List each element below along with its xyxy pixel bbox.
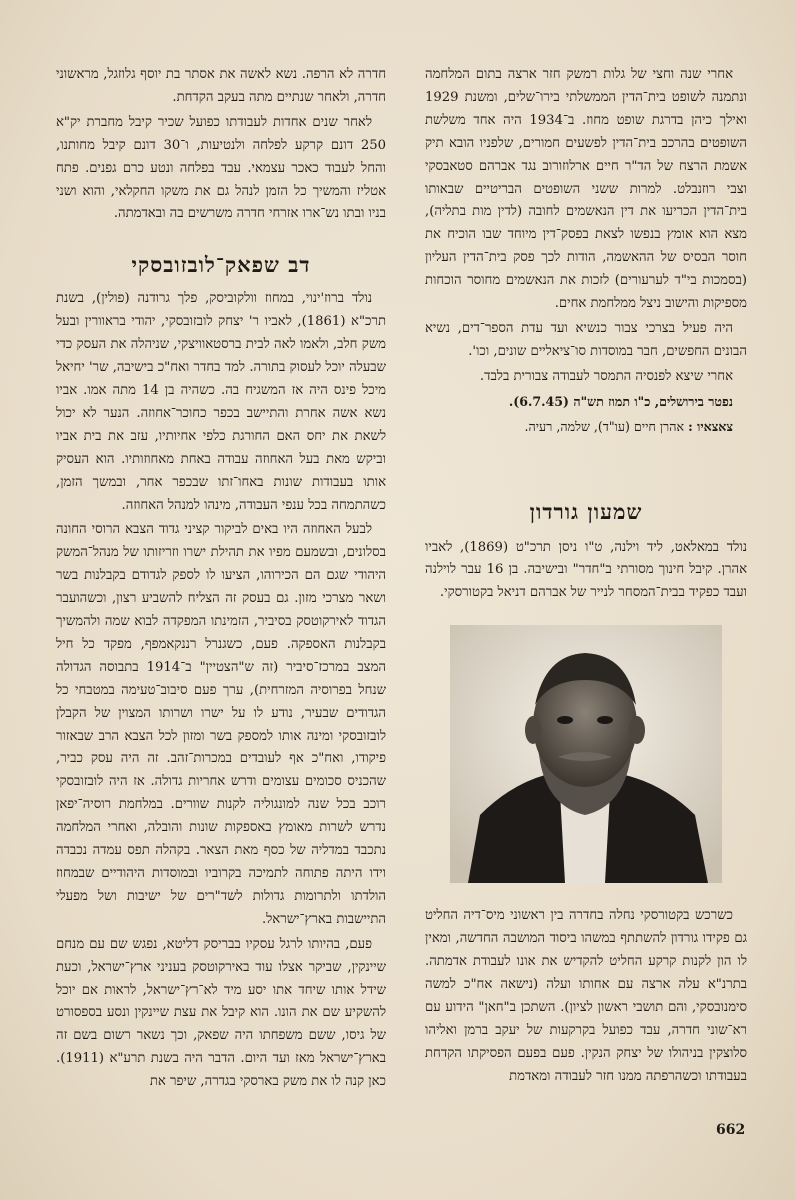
text-paragraph: לאחר שנים אחדות לעבודתו כפועל שכיר קיבל מחברת יק"א 250 דונם קרקע לפלחה ולנטיעות, ו־30 דונם קיבל מחותנו, והחל לעבוד כאכר עצמאי. עבד בפלחה ונטע כרם גפנים. פתח אטליז והמשיך כל הזמן לנהל גם את משקו החקלאי, והוא ושני בניו ובתו נש־ארו אזרחי חדרה משרשים בה ובאדמתה. [56, 114, 386, 222]
text-paragraph: אחרי שיצא לפנסיה התמסר לעבודה צבורית בלבד. [479, 368, 733, 384]
death-note: נפטר בירושלים, כ"ו תמוז תש"ה (6.7.45). [508, 393, 733, 409]
descendants-note: צאצאיו : אהרן חיים (עו"ד), שלמה, רעיה. [524, 418, 733, 434]
bio-heading-shpak: דב שפאק־לובזובסקי [131, 252, 311, 278]
bio-heading-gordon: שמעון גורדון [529, 498, 643, 524]
text-paragraph: פעם, בהיותו לרגל עסקיו בבריסק דליטא, נפגש שם עם מנחם שיינקין, שביקר אצלו עוד באירקוטסק בעניני ארץ־ישראל, וכעת שידל אותו שיחד אתו יסע מיד לא־רץ־ישראל, לראות אם יוכל להשקיע שם את הונו. הוא קיבל את עצת שיינקין ונסע בספסורט של גיסו, ששם משפחתו היה שפאק, וכך נשאר רשום בשם זה בארץ־ישראל מאז ועד היום. הדבר היה בשנת תרע"א (1911). כאן קנה לו את משק בארסקי בגדרה, שיפר את [56, 936, 386, 1090]
right-column [425, 64, 747, 1090]
page-number: 662 [716, 1122, 746, 1138]
text-paragraph: כשרכש בקטורסקי נחלה בחדרה בין ראשוני מיס־דיה החליט גם פקידו גורדון להשתתף במשהו ביסוד המושבה החדשה, ומאין לו הון לקנות קרקע החליט להקדיש את אונו לעבודת אדמתה. בתרנ"א עלה ארצה עם אחותו ועלה (נישאה אח"כ למשה סימנובסקי, והם תושבי ראשון לציון). השתכן ב"חאן" הידוע עם רא־שוני חדרה, עבד כפועל בקרקעות של יעקב ברמן ואליהו סלוצקין בניהולו של יצחק הנקין. פעם בפעם הפסיקתו הקדחת בעבודתו וכשהרפתה ממנו חזר לעבודה ומאדמת [425, 908, 747, 1084]
text-paragraph: לבעל האחוזה היו באים לביקור קציני גדוד הצבא הרוסי החונה בסלונים, ובשמעם מפיו את תהילת ישרו וזריזותו של מנהל־המשק היהודי שגם הם הכירוהו, הציעו לו לספק לגדודם בקבלנות בשר ושאר מצרכי מזון. גם בעסק זה הצליח להשביע רצון, וכשהועבר הגדוד לאירקוטסק בסיביר, הזמינתו המפקדה לבוא שמה ולהמשיך בקבלנות האספקה. פעם, כשגנרל רננקאמפף, מפקד כל חיל המצב במרכז־סיביר (זה ש"הצטיין" ב־1914 בתבוסה הגדולה שנחל בפרוסיה המזרחית), ערך פעם סיבוב־טעימה במטבחי כל הגדודים שבעיר, נודע לו על ישרו ושרותו המצוין של הקבלן לובזובסקי ומינה אותו למספק בשר ומזון לכל הצבא הרב שבאזור פיקודו, ואח"כ אף לעובדים במכרות־זהב. זה היה עסק כביר, שהכניס סכומים עצומים ודרש אחריות גדולה. אז היה לובזובסקי רוכב בכל שנה למונגוליה לקנות שוורים. במלחמת רוסיה־יפאן נדרש לשרות מאומץ באספקות שונות והובלה, ואחרי המלחמה נתכבד במדליה של כסף מאת הצאר. בקהלה תפס עמדה נכבדה וידו היתה פתוחה לתמיכה בקרוביו ובמוסדות היהודיים שבמחוז הולדתו ולתרומות גדולות לשד"רים של ישיבות ושל מפעלי התיישבות בארץ־ישראל. [56, 522, 386, 927]
text-paragraph: חדרה לא הרפה. נשא לאשה את אסתר בת יוסף גלוזגל, מראשוני חדרה, ולאחר שנתיים מתה בעקב הקדחת. [56, 67, 386, 105]
text-paragraph: אחרי שנה וחצי של גלות רמשק חזר ארצה בתום המלחמה ונתמנה לשופט בית־הדין הממשלתי בירו־שלים, ומשנת 1929 ואילך כיהן בדרגת שופט מחוז. ב־1934 היה אחד משלשת השופטים בהרכב בית־הדין לפשעים חמורים, שלפניו הובא תיק אשמת הרצח של הד"ר חיים ארלוזורוב נגד אברהם סטאבסקי וצבי רוזנבלט. למרות ששני השופטים הבריטיים שבאותו בית־הדין הכריעו את דין הנאשמים לחובה (לדין מות בתליה), מצא הוא אומץ בנפשו לצאת בפסק־דין מיוחד שבו הוכיח את חוסר הבסיס של ההאשמה, הודות לכך פסק בית־הדין העליון (בסמכות בי"ד לערעורים) לזכות את הנאשמים מחוסר הוכחות מספיקות והישוב ניצל ממלחמת אחים. [425, 67, 747, 312]
text-paragraph: היה פעיל בצרכי צבור כנשיא ועד עדת הספר־דים, נשיא הבונים החפשים, חבר במוסדות סו־ציאליים שונים, וכו'. [425, 320, 747, 359]
text-paragraph: נולד ברוז'ינוי, במחוז וולקוביסק, פלך גרודנה (פולין), בשנת תרכ"א (1861), לאביו ר' יצחק לובזובסקי, יהודי בראוורין ובעל משק חלב, ולאמו לאה לבית ברסטאוויצקי, שניהלה את העסק כדי שבעלה יוכל לעסוק בתורה. למד בחדר ואח"כ בישיבה, שר' יחיאל מיכל פינס היה אז המשגיח בה. כשהיה בן 14 מתה אמו. אביו נשא אשה אחרת והתיישב בכפר כחוכר־אחוזה. הנער לא יכול לשאת את יחס האם החורגת כלפי אחיותיו, עזב את בית אביו וביקש מאת בעל האחוזה עבודה באחת מאחוזותיו. הוא העסיק אותו בעבודות שונות באחו־זתו שבכפר אחר, ובמשך הזמן, כשהתמחה בכל ענפי העבודה, מינהו למנהל האחוזה. [56, 291, 387, 513]
portrait-photo [450, 625, 722, 883]
text-paragraph: נולד במאלאט, ליד וילנה, ט"ו ניסן תרכ"ט (1869), לאביו אהרן. קיבל חינוך מסורתי ב"חדר" ובישיבה. בן 16 עבר לוילנה ועבד כפקיד בבית־המסחר לנייר של אברהם דניאל בקטורסקי. [425, 539, 747, 601]
left-column [56, 64, 386, 1096]
